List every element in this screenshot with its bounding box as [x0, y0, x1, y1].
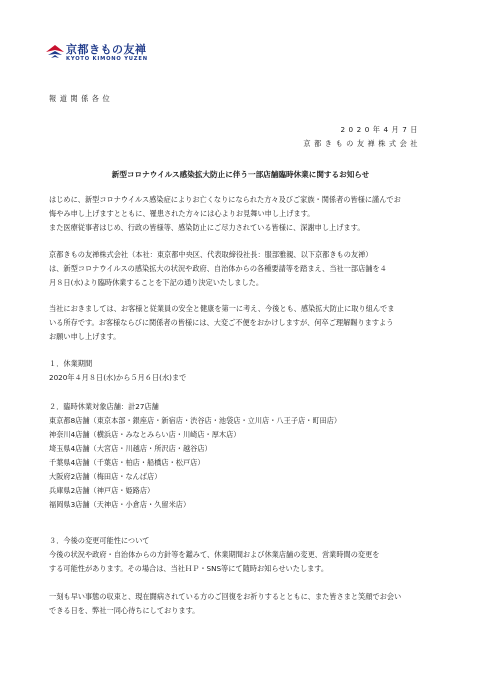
- store-list-item: 千葉県4店舗（千葉店・柏店・船橋店・松戸店）: [49, 458, 205, 467]
- closing-line2: できる日を、弊社一同心待ちにしております。: [49, 606, 200, 615]
- kimono-logo-icon: [44, 42, 66, 62]
- store-list-item: 兵庫県2店舗（神戸店・姫路店）: [49, 486, 155, 495]
- para1-line2: 悔やみ申し上げますとともに、罹患された方々には心よりお見舞い申し上げます。: [49, 209, 315, 218]
- section3-heading: ３．今後の変更可能性について: [49, 536, 150, 545]
- release-date: 2020年4月7日: [340, 125, 421, 134]
- company-logo: [44, 40, 164, 70]
- para3-line2: いる所存です。お客様ならびに関係者の皆様には、大変ご不便をおかけしますが、何卒ご理解賜りますよう: [49, 318, 394, 327]
- logo-name-ja: 京都きもの友禅: [66, 43, 147, 56]
- closing-line1: 一刻も早い事態の収束と、現在闘病されている方のご回復をお祈りするとともに、また皆さまと笑顔でお会い: [49, 592, 402, 601]
- store-list: [49, 414, 341, 512]
- company-name: 京都きもの友禅株式会社: [303, 139, 421, 148]
- store-list-item: 埼玉県4店舗（大宮店・川越店・所沢店・越谷店）: [49, 444, 212, 453]
- para1-line3: また医療従事者はじめ、行政の皆様等、感染防止にご尽力されている皆様に、深謝申し上げます。: [49, 223, 365, 232]
- section2-heading: ２．臨時休業対象店舗：計27店舗: [49, 402, 159, 411]
- store-list-item: 大阪府2店舗（梅田店・なんば店）: [49, 472, 162, 481]
- section3-line2: する可能性があります。その場合は、当社ＨＰ・SNS等にて随時お知らせいたします。: [49, 564, 329, 573]
- para3-line3: お願い申し上げます。: [49, 332, 121, 341]
- store-list-item: 東京都8店舗（東京本部・銀座店・新宿店・渋谷店・池袋店・立川店・八王子店・町田店）: [49, 416, 342, 425]
- notice-title: 新型コロナウイルス感染拡大防止に伴う一部店舗臨時休業に関するお知らせ: [111, 170, 370, 179]
- store-list-item: 福岡県3店舗（天神店・小倉店・久留米店）: [49, 500, 191, 509]
- para3-line1: 当社におきましては、お客様と従業員の安全と健康を第一に考え、今後とも、感染拡大防止に取り組んでま: [49, 304, 395, 313]
- section1-heading: １．休業期間: [49, 359, 93, 368]
- store-list-item: 神奈川4店舗（横浜店・みなとみらい店・川崎店・厚木店）: [49, 430, 241, 439]
- addressee: 報道関係各位: [49, 94, 114, 103]
- section3-line1: 今後の状況や政府・自治体からの方針等を鑑みて、休業期間および休業店舗の変更、営業時間の変更を: [49, 550, 380, 559]
- para2-line2: は、新型コロナウイルスの感染拡大の状況や政府、自治体からの各種要請等を踏まえ、当社一部店舗を４: [49, 264, 387, 273]
- para2-line3: 月８日(水)より臨時休業することを下記の通り決定いたしました。: [49, 278, 264, 287]
- para2-line1: 京都きもの友禅株式会社（本社：東京都中央区、代表取締役社長：服部雅親、以下京都きもの友禅）: [49, 250, 373, 259]
- logo-name-en: KYOTO KIMONO YUZEN: [66, 56, 148, 62]
- para1-line1: はじめに、新型コロナウイルス感染症によりお亡くなりになられた方々及びご家族・関係者の皆様に謹んでお: [49, 195, 401, 204]
- section1-body: 2020年４月８日(水)から５月６日(水)まで: [49, 373, 187, 382]
